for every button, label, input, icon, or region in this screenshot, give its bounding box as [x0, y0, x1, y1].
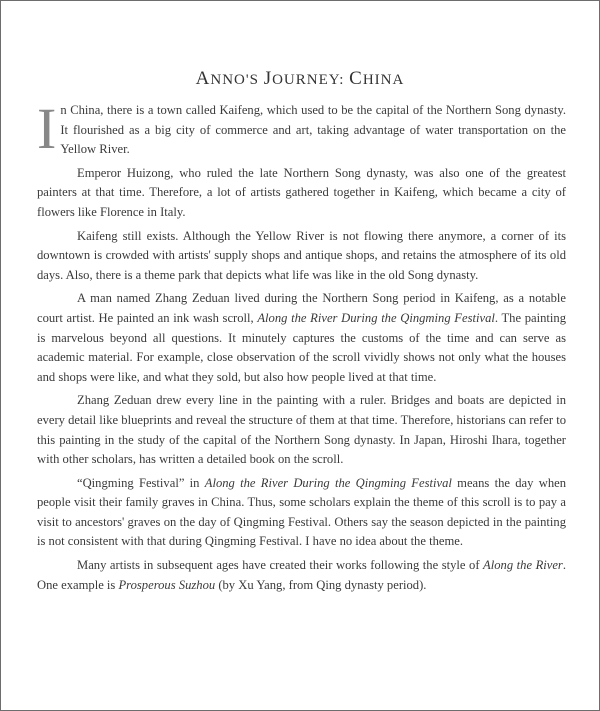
paragraph-2: Emperor Huizong, who ruled the late Northern Song dynasty, was also one of the greatest painters at that time. Therefore, a lot of artists gathered together in Kaifeng, which became a city of flowers like Florence in Italy. — [37, 165, 566, 219]
paragraph-4: A man named Zhang Zeduan lived during the Northern Song period in Kaifeng, as a notable court artist. He painted an ink wash scroll, Along the River During the Qingming Festival. The painting is marvelous beyond all questions. It minutely captures the customs of the time and can serve as academic material. For example, close observation of the scroll vividly shows not only what the houses and shops were like, and what they sold, but also how people lived at that time. — [37, 291, 567, 384]
paragraph-5: Zhang Zeduan drew every line in the painting with a ruler. Bridges and boats are depicted in every detail like blueprints and reveal the structure of them at that time. Therefore, historians can refer to this painting in the study of the capital of the Northern Song dynasty. In Japan, Hiroshi Ihara, together with other scholars, has written a detailed book on the scroll. — [37, 393, 566, 467]
paragraph-3: Kaifeng still exists. Although the Yellow River is not flowing there anymore, a corner of its downtown is crowded with artists' supply shops and antique shops, and retains the atmosphere of its old days. Also, there is a theme park that depicts what life was like in the old Song dynasty. — [37, 228, 566, 282]
paragraph-6: “Qingming Festival” in Along the River During the Qingming Festival means the day when people visit their family graves in China. Thus, some scholars explain the theme of this scroll is to pay a visit to ancestors' graves on the day of Qingming Festival. Others say the season depicted in the painting is not consistent with that during Qingming Festival. I have no idea about the theme. — [37, 475, 566, 549]
page-title: ANNO'S JOURNEY: CHINA — [195, 68, 405, 89]
paragraph-7: Many artists in subsequent ages have created their works following the style of Along the River. One example is Prosperous Suzhou (by Xu Yang, from Qing dynasty period). — [37, 558, 566, 592]
paragraph-1: In China, there is a town called Kaifeng, which used to be the capital of the Northern Song dynasty. It flourished as a big city of commerce and art, taking advantage of water transportation on the Yellow River. — [37, 96, 566, 161]
article-body — [37, 96, 567, 599]
drop-cap: I — [37, 96, 57, 161]
